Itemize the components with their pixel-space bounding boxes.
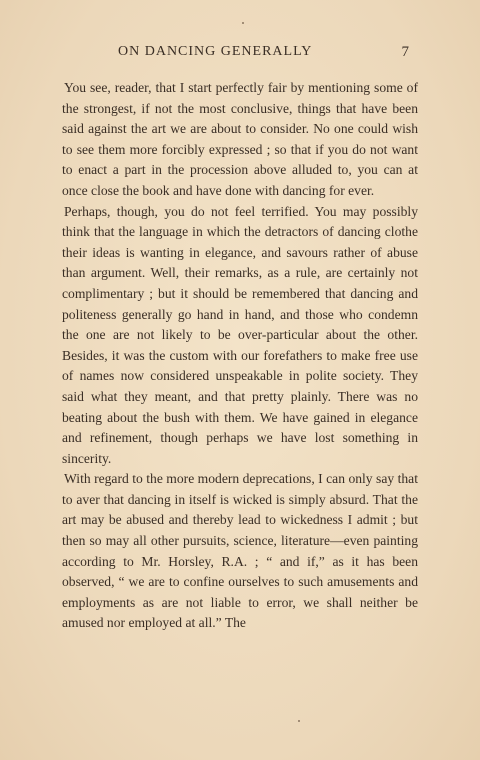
paragraph: You see, reader, that I start perfectly fair by mentioning some of the strongest, if not the most conclusive, things that have been said against the art we are about to consider. No one could wish to see them more forcibly expressed ; so that if you do not want to enact a part in the procession above alluded to, you can at once close the book and have done with dancing for ever.	[62, 80, 418, 198]
page-number: 7	[401, 44, 410, 60]
paper-speck	[298, 720, 300, 722]
paragraph: With regard to the more modern deprecations, I can only say that to aver that dancing in itself is wicked is simply absurd. That the art may be abused and thereby lead to wickedness I admit ; but then so may all other pursuits, science, literature—even painting according to Mr. Horsley, R.A. ; “ and if,” as it has been observed, “ we are to confine ourselves to such amusements and employments as are not liable to error, we shall neither be amused nor employed at all.” The	[62, 471, 418, 631]
paper-speck	[242, 22, 244, 24]
paragraph: Perhaps, though, you do not feel terrified. You may possibly think that the language in which the detractors of dancing clothe their ideas is wanting in elegance, and savours rather of abuse than argument. Well, their remarks, as a rule, are certainly not complimentary ; but it should be remembered that dancing and politeness generally go hand in hand, and those who condemn the one are not likely to be over-particular about the other. Besides, it was the custom with our forefathers to make free use of names now considered unspeakable in polite society. They said what they meant, and that pretty plainly. There was no beating about the bush with them. We have gained in elegance and refinement, though perhaps we have lost something in sincerity.	[62, 203, 418, 466]
running-title: ON DANCING GENERALLY	[118, 44, 313, 59]
book-page	[62, 44, 418, 634]
running-head	[62, 44, 418, 66]
body-text	[62, 78, 418, 634]
